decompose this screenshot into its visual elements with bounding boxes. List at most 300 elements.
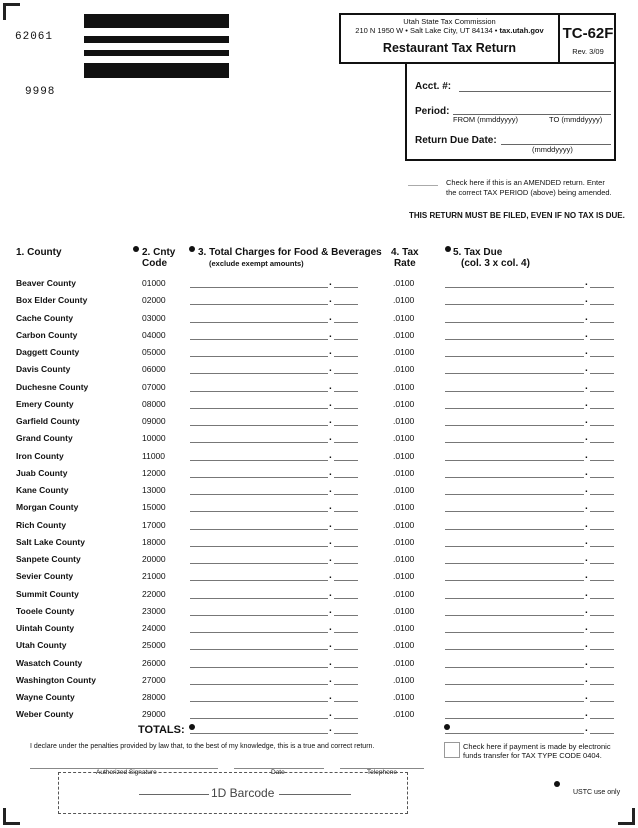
tax-rate: .0100	[393, 640, 415, 651]
form-title: Restaurant Tax Return	[382, 41, 517, 55]
table-row	[0, 568, 638, 585]
decimal-point: .	[329, 639, 332, 651]
decimal-point: .	[329, 415, 332, 426]
tax-rate: .0100	[393, 295, 415, 306]
total-taxdue-cents[interactable]	[590, 733, 614, 734]
taxdue-cents-field[interactable]	[590, 339, 614, 340]
col-code-line-2: Code	[142, 258, 167, 269]
barcode-area	[58, 772, 408, 814]
decimal-point: .	[329, 708, 332, 720]
tax-rate: .0100	[393, 588, 415, 599]
col-taxdue-line-1: 5. Tax Due	[453, 247, 503, 258]
charges-cents-field[interactable]	[334, 632, 358, 633]
county-name: Utah County	[16, 640, 67, 651]
charges-cents-field[interactable]	[334, 529, 358, 530]
taxdue-cents-field[interactable]	[590, 615, 614, 616]
taxdue-cents-field[interactable]	[590, 460, 614, 461]
decimal-point: .	[329, 604, 332, 616]
county-code: 05000	[142, 347, 166, 357]
charges-dollars-field[interactable]	[190, 615, 328, 616]
taxdue-cents-field[interactable]	[590, 580, 614, 581]
county-code: 24000	[142, 623, 166, 633]
bullet-icon	[189, 724, 195, 730]
county-name: Cache County	[16, 312, 74, 323]
charges-cents-field[interactable]	[334, 339, 358, 340]
charges-cents-field[interactable]	[334, 356, 358, 357]
county-name: Sevier County	[16, 571, 74, 582]
charges-cents-field[interactable]	[334, 442, 358, 443]
county-code: 22000	[142, 588, 166, 599]
col-rate-header	[391, 247, 419, 269]
eft-line-2: funds transfer for TAX TYPE CODE 0404.	[463, 751, 602, 760]
scan-bar	[84, 36, 229, 43]
taxdue-cents-field[interactable]	[590, 477, 614, 478]
decimal-point: .	[585, 484, 588, 495]
declaration-text: I declare under the penalties provided by law that, to the best of my knowledge, this is a true and correct return.	[30, 743, 375, 750]
account-info-box	[405, 64, 616, 161]
tax-rate: .0100	[393, 502, 415, 513]
table-row	[0, 344, 638, 361]
eft-checkbox[interactable]	[444, 742, 460, 758]
charges-cents-field[interactable]	[334, 511, 358, 512]
county-name: Iron County	[16, 450, 64, 461]
county-code: 18000	[142, 536, 166, 547]
col-charges-header: 3. Total Charges for Food & Beverages	[198, 247, 382, 258]
col-code-header	[142, 247, 175, 269]
charges-cents-field[interactable]	[334, 598, 358, 599]
county-name: Weber County	[16, 709, 74, 720]
charges-dollars-field[interactable]	[190, 477, 328, 478]
decimal-point: .	[585, 570, 588, 582]
acct-input-line[interactable]	[459, 91, 611, 92]
decimal-point: .	[585, 449, 588, 461]
charges-dollars-field[interactable]	[190, 408, 328, 409]
taxdue-cents-field[interactable]	[590, 408, 614, 409]
table-row	[0, 361, 638, 378]
taxdue-cents-field[interactable]	[590, 667, 614, 668]
taxdue-dollars-field[interactable]	[445, 356, 584, 357]
decimal-point: .	[585, 397, 588, 409]
decimal-point: .	[585, 622, 588, 633]
county-code: 06000	[142, 364, 166, 375]
taxdue-dollars-field[interactable]	[445, 718, 584, 719]
county-name: Wayne County	[16, 692, 75, 702]
county-name: Garfield County	[16, 416, 80, 426]
bullet-icon	[133, 246, 139, 252]
taxdue-cents-field[interactable]	[590, 649, 614, 650]
county-name: Daggett County	[16, 347, 80, 357]
total-charges-cents[interactable]	[334, 733, 358, 734]
filing-notice: THIS RETURN MUST BE FILED, EVEN IF NO TAX IS DUE.	[409, 211, 625, 220]
barcode-rule-left	[139, 794, 209, 795]
decimal-point: .	[585, 673, 588, 685]
agency-name: Utah State Tax Commission	[403, 17, 496, 26]
tax-rate: .0100	[393, 347, 415, 357]
decimal-point: .	[329, 294, 332, 306]
county-name: Box Elder County	[16, 295, 88, 306]
charges-cents-field[interactable]	[334, 718, 358, 719]
taxdue-cents-field[interactable]	[590, 701, 614, 702]
taxdue-cents-field[interactable]	[590, 287, 614, 288]
decimal-point: .	[585, 501, 588, 513]
charges-cents-field[interactable]	[334, 563, 358, 564]
address-text: 210 N 1950 W • Salt Lake City, UT 84134 •	[355, 26, 498, 35]
decimal-point: .	[585, 639, 588, 651]
charges-dollars-field[interactable]	[190, 563, 328, 564]
scan-bar	[84, 63, 229, 78]
county-name: Beaver County	[16, 278, 76, 288]
taxdue-dollars-field[interactable]	[445, 546, 584, 547]
charges-dollars-field[interactable]	[190, 632, 328, 633]
decimal-point: .	[329, 501, 332, 513]
county-name: Juab County	[16, 467, 68, 478]
taxdue-dollars-field[interactable]	[445, 373, 584, 374]
decimal-point: .	[329, 466, 332, 478]
charges-cents-field[interactable]	[334, 494, 358, 495]
tax-rate: .0100	[393, 536, 415, 547]
charges-dollars-field[interactable]	[190, 287, 328, 288]
county-name: Duchesne County	[16, 381, 89, 392]
table-row	[0, 637, 638, 654]
county-name: Salt Lake County	[16, 536, 85, 547]
taxdue-cents-field[interactable]	[590, 391, 614, 392]
taxdue-dollars-field[interactable]	[445, 580, 584, 581]
decimal-point: .	[329, 570, 332, 582]
table-row	[0, 551, 638, 568]
decimal-point: .	[585, 415, 588, 426]
tax-rate: .0100	[393, 398, 415, 409]
bullet-icon	[189, 246, 195, 252]
decimal-point: .	[585, 723, 588, 734]
scan-bar	[84, 14, 229, 28]
taxdue-dollars-field[interactable]	[445, 649, 584, 650]
decimal-point: .	[329, 723, 332, 734]
taxdue-cents-field[interactable]	[590, 304, 614, 305]
tax-rate: .0100	[393, 605, 415, 616]
tax-rate: .0100	[393, 312, 415, 323]
county-code: 23000	[142, 605, 166, 616]
charges-dollars-field[interactable]	[190, 684, 328, 685]
taxdue-cents-field[interactable]	[590, 494, 614, 495]
county-code: 29000	[142, 709, 166, 720]
tax-rate: .0100	[393, 571, 415, 582]
taxdue-cents-field[interactable]	[590, 529, 614, 530]
taxdue-dollars-field[interactable]	[445, 494, 584, 495]
decimal-point: .	[329, 277, 332, 288]
county-code: 08000	[142, 398, 166, 409]
taxdue-dollars-field[interactable]	[445, 322, 584, 323]
eft-instructions	[463, 742, 611, 760]
col-taxdue-line-2: (col. 3 x col. 4)	[461, 258, 530, 269]
taxdue-cents-field[interactable]	[590, 425, 614, 426]
col-rate-line-1: 4. Tax	[391, 247, 419, 258]
form-header	[339, 13, 616, 64]
due-date-label: Return Due Date:	[415, 135, 497, 146]
charges-cents-field[interactable]	[334, 477, 358, 478]
decimal-point: .	[329, 311, 332, 323]
decimal-point: .	[585, 535, 588, 547]
agency-address	[341, 26, 558, 35]
corner-mark-bottom-right	[618, 808, 635, 825]
taxdue-dollars-field[interactable]	[445, 684, 584, 685]
charges-dollars-field[interactable]	[190, 356, 328, 357]
table-row	[0, 534, 638, 551]
taxdue-cents-field[interactable]	[590, 356, 614, 357]
decimal-point: .	[585, 380, 588, 392]
county-code: 09000	[142, 416, 166, 426]
county-name: Carbon County	[16, 329, 78, 340]
charges-cents-field[interactable]	[334, 615, 358, 616]
charges-cents-field[interactable]	[334, 322, 358, 323]
charges-cents-field[interactable]	[334, 546, 358, 547]
table-row	[0, 672, 638, 689]
table-row	[0, 275, 638, 292]
charges-dollars-field[interactable]	[190, 718, 328, 719]
decimal-point: .	[585, 518, 588, 530]
table-row	[0, 689, 638, 706]
taxdue-cents-field[interactable]	[590, 511, 614, 512]
corner-mark-top-left	[3, 3, 20, 20]
decimal-point: .	[329, 432, 332, 444]
taxdue-cents-field[interactable]	[590, 563, 614, 564]
charges-dollars-field[interactable]	[190, 546, 328, 547]
county-name: Uintah County	[16, 623, 75, 633]
barcode-label: 1D Barcode	[211, 786, 275, 800]
tax-rate: .0100	[393, 657, 415, 668]
charges-cents-field[interactable]	[334, 373, 358, 374]
taxdue-dollars-field[interactable]	[445, 442, 584, 443]
taxdue-dollars-field[interactable]	[445, 391, 584, 392]
table-row	[0, 620, 638, 637]
table-row	[0, 517, 638, 534]
charges-dollars-field[interactable]	[190, 598, 328, 599]
county-name: Summit County	[16, 588, 79, 599]
taxdue-cents-field[interactable]	[590, 546, 614, 547]
decimal-point: .	[585, 656, 588, 668]
form-id: TC-62F	[562, 25, 614, 42]
table-row	[0, 482, 638, 499]
total-taxdue-dollars[interactable]	[445, 733, 584, 734]
charges-dollars-field[interactable]	[190, 425, 328, 426]
charges-dollars-field[interactable]	[190, 304, 328, 305]
charges-cents-field[interactable]	[334, 701, 358, 702]
tax-rate: .0100	[393, 692, 415, 702]
from-hint: FROM (mmddyyyy)	[453, 115, 518, 124]
corner-mark-bottom-left	[3, 808, 20, 825]
tax-rate: .0100	[393, 364, 415, 375]
table-row	[0, 292, 638, 309]
tax-rate: .0100	[393, 467, 415, 478]
county-name: Kane County	[16, 485, 69, 495]
charges-dollars-field[interactable]	[190, 529, 328, 530]
charges-dollars-field[interactable]	[190, 442, 328, 443]
decimal-point: .	[329, 484, 332, 495]
table-row	[0, 586, 638, 603]
county-code: 13000	[142, 485, 166, 495]
decimal-point: .	[329, 397, 332, 409]
tax-rate: .0100	[393, 329, 415, 340]
table-row	[0, 448, 638, 465]
charges-cents-field[interactable]	[334, 460, 358, 461]
charges-cents-field[interactable]	[334, 684, 358, 685]
taxdue-dollars-field[interactable]	[445, 511, 584, 512]
signature-label: Authorized Signature	[96, 769, 157, 776]
county-code: 10000	[142, 433, 166, 444]
decimal-point: .	[585, 691, 588, 702]
tax-rate: .0100	[393, 450, 415, 461]
website: tax.utah.gov	[499, 26, 544, 35]
tax-rate: .0100	[393, 554, 415, 564]
county-name: Tooele County	[16, 605, 75, 616]
charges-cents-field[interactable]	[334, 304, 358, 305]
tax-rate: .0100	[393, 416, 415, 426]
taxdue-cents-field[interactable]	[590, 598, 614, 599]
decimal-point: .	[329, 622, 332, 633]
table-row	[0, 379, 638, 396]
taxdue-dollars-field[interactable]	[445, 701, 584, 702]
decimal-point: .	[585, 328, 588, 340]
decimal-point: .	[329, 328, 332, 340]
county-name: Wasatch County	[16, 657, 83, 668]
table-row	[0, 499, 638, 516]
decimal-point: .	[585, 708, 588, 720]
amended-instructions	[446, 178, 612, 198]
charges-dollars-field[interactable]	[190, 322, 328, 323]
taxdue-cents-field[interactable]	[590, 632, 614, 633]
tax-rate: .0100	[393, 485, 415, 495]
county-code: 17000	[142, 519, 166, 530]
taxdue-dollars-field[interactable]	[445, 408, 584, 409]
tax-rate: .0100	[393, 433, 415, 444]
charges-dollars-field[interactable]	[190, 667, 328, 668]
charges-dollars-field[interactable]	[190, 649, 328, 650]
charges-dollars-field[interactable]	[190, 494, 328, 495]
taxdue-dollars-field[interactable]	[445, 615, 584, 616]
table-row	[0, 327, 638, 344]
amended-checkbox[interactable]	[408, 185, 438, 186]
taxdue-cents-field[interactable]	[590, 322, 614, 323]
county-code: 21000	[142, 571, 166, 582]
tax-rate: .0100	[393, 278, 415, 288]
charges-dollars-field[interactable]	[190, 511, 328, 512]
period-label: Period:	[415, 106, 450, 117]
taxdue-cents-field[interactable]	[590, 442, 614, 443]
table-row	[0, 706, 638, 723]
decimal-point: .	[329, 553, 332, 564]
county-name: Rich County	[16, 519, 67, 530]
charges-dollars-field[interactable]	[190, 373, 328, 374]
county-code: 20000	[142, 554, 166, 564]
ustc-label: USTC use only	[573, 789, 621, 796]
taxdue-dollars-field[interactable]	[445, 339, 584, 340]
form-code-top: 62061	[15, 31, 54, 43]
barcode-rule-right	[279, 794, 351, 795]
charges-cents-field[interactable]	[334, 667, 358, 668]
form-code-sub: 9998	[25, 86, 56, 98]
charges-dollars-field[interactable]	[190, 460, 328, 461]
charges-cents-field[interactable]	[334, 287, 358, 288]
taxdue-cents-field[interactable]	[590, 373, 614, 374]
decimal-point: .	[329, 346, 332, 357]
taxdue-dollars-field[interactable]	[445, 632, 584, 633]
decimal-point: .	[585, 346, 588, 357]
taxdue-dollars-field[interactable]	[445, 425, 584, 426]
table-row	[0, 603, 638, 620]
decimal-point: .	[585, 587, 588, 599]
taxdue-dollars-field[interactable]	[445, 304, 584, 305]
charges-dollars-field[interactable]	[190, 391, 328, 392]
table-row	[0, 310, 638, 327]
taxdue-dollars-field[interactable]	[445, 667, 584, 668]
taxdue-dollars-field[interactable]	[445, 477, 584, 478]
decimal-point: .	[329, 535, 332, 547]
taxdue-dollars-field[interactable]	[445, 563, 584, 564]
charges-cents-field[interactable]	[334, 649, 358, 650]
county-code: 28000	[142, 692, 166, 702]
charges-cents-field[interactable]	[334, 580, 358, 581]
charges-dollars-field[interactable]	[190, 339, 328, 340]
county-code: 07000	[142, 381, 166, 392]
col-code-line-1: 2. Cnty	[142, 247, 176, 258]
charges-cents-field[interactable]	[334, 408, 358, 409]
decimal-point: .	[585, 277, 588, 288]
to-hint: TO (mmddyyyy)	[549, 115, 603, 124]
decimal-point: .	[329, 673, 332, 685]
county-code: 03000	[142, 312, 166, 323]
county-code: 27000	[142, 674, 166, 685]
taxdue-cents-field[interactable]	[590, 684, 614, 685]
decimal-point: .	[329, 691, 332, 702]
charges-cents-field[interactable]	[334, 391, 358, 392]
county-code: 15000	[142, 502, 166, 513]
col-county-header: 1. County	[16, 247, 62, 258]
amended-line-2: the correct TAX PERIOD (above) being amended.	[446, 188, 612, 197]
totals-label: TOTALS:	[138, 724, 185, 736]
charges-dollars-field[interactable]	[190, 580, 328, 581]
table-row	[0, 655, 638, 672]
decimal-point: .	[329, 380, 332, 392]
due-date-hint: (mmddyyyy)	[532, 145, 573, 154]
decimal-point: .	[585, 294, 588, 306]
county-code: 02000	[142, 295, 166, 306]
revision: Rev. 3/09	[572, 47, 604, 56]
bullet-icon	[554, 781, 560, 787]
col-taxdue-header	[453, 247, 530, 269]
taxdue-dollars-field[interactable]	[445, 598, 584, 599]
decimal-point: .	[329, 587, 332, 599]
taxdue-dollars-field[interactable]	[445, 529, 584, 530]
table-row	[0, 430, 638, 447]
county-name: Grand County	[16, 433, 73, 444]
decimal-point: .	[329, 363, 332, 375]
decimal-point: .	[585, 432, 588, 444]
charges-cents-field[interactable]	[334, 425, 358, 426]
telephone-label: Telephone	[367, 769, 397, 776]
county-code: 01000	[142, 278, 166, 288]
charges-dollars-field[interactable]	[190, 701, 328, 702]
col-rate-line-2: Rate	[393, 258, 416, 269]
total-charges-dollars[interactable]	[190, 733, 328, 734]
amended-line-1: Check here if this is an AMENDED return. Enter	[446, 178, 605, 187]
taxdue-cents-field[interactable]	[590, 718, 614, 719]
taxdue-dollars-field[interactable]	[445, 287, 584, 288]
county-code: 25000	[142, 640, 166, 651]
tax-rate: .0100	[393, 519, 415, 530]
county-code: 26000	[142, 657, 166, 668]
county-name: Morgan County	[16, 502, 79, 513]
taxdue-dollars-field[interactable]	[445, 460, 584, 461]
acct-label: Acct. #:	[415, 81, 452, 92]
